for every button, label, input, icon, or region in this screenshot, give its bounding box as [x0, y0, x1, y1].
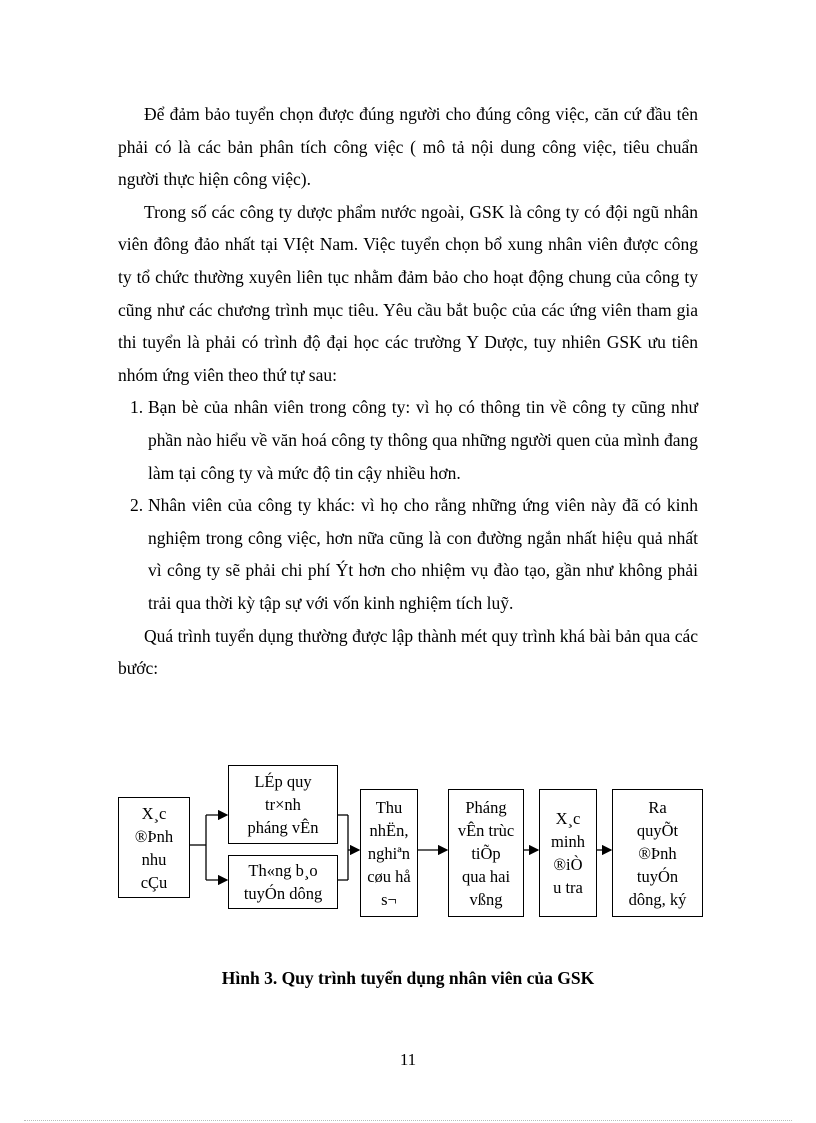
- paragraph-1: Để đảm bảo tuyển chọn được đúng người cho đúng công việc, căn cứ đầu tên phải có là các bản phân tích công việc ( mô tả nội dung công việc, tiêu chuẩn người thực hiện công việc).: [118, 104, 698, 190]
- list-text: Nhân viên của công ty khác: vì họ cho rằng những ứng viên này đã có kinh nghiệm trong công việc, hơn nữa cũng là con đường ngắn nhất hiệu quả nhất vì công ty sẽ phải chi phí Ýt hơn cho nhiệm vụ đào tạo, gần như không phải trải qua thời kỳ tập sự với vốn kinh nghiệm tích luỹ.: [148, 495, 698, 613]
- step-hiring-decision: Ra quyÕt ®Þnh tuyÓn dông, ký: [612, 789, 703, 917]
- list-item: [118, 489, 698, 619]
- page-number: 11: [399, 1050, 417, 1069]
- step-verification: X¸c minh ®iÒ u tra: [539, 789, 597, 917]
- step-determine-needs: X¸c ®Þnh nhu cÇu: [118, 797, 190, 898]
- list-text: Bạn bè của nhân viên trong công ty: vì họ có thông tin về công ty cũng như phần nào hiểu về văn hoá công ty thông qua những người quen của mình đang làm tại công ty và mức độ tin cậy nhiều hơn.: [148, 397, 698, 483]
- figure-caption: Hình 3. Quy trình tuyển dụng nhân viên của GSK: [221, 968, 595, 988]
- list-item: [118, 391, 698, 489]
- body-text: [118, 98, 698, 685]
- step-collect-profiles: Thu nhËn, nghiªn cøu hå s¬: [360, 789, 418, 917]
- list-number: 1.: [130, 397, 144, 418]
- priority-list: [118, 391, 698, 619]
- paragraph-3: Quá trình tuyển dụng thường được lập thành mét quy trình khá bài bản qua các bước:: [118, 625, 698, 679]
- step-recruitment-notice: Th«ng b¸o tuyÓn dông: [228, 855, 338, 909]
- list-number: 2.: [130, 495, 144, 516]
- step-interview-plan: LÉp quy tr×nh pháng vÊn: [228, 765, 338, 844]
- step-direct-interview: Pháng vÊn trùc tiÕp qua hai vßng: [448, 789, 524, 917]
- paragraph-2: Trong số các công ty dược phẩm nước ngoài, GSK là công ty có đội ngũ nhân viên đông đảo nhất tại VIệt Nam. Việc tuyển chọn bổ xung nhân viên được công ty tổ chức thường xuyên liên tục nhằm đảm bảo cho hoạt động chung của công ty cũng như các chương trình mục tiêu. Yêu cầu bắt buộc của các ứng viên tham gia thi tuyển là phải có trình độ đại học các trường Y Dược, tuy nhiên GSK ưu tiên nhóm ứng viên theo thứ tự sau:: [118, 201, 698, 385]
- page-divider: [24, 1120, 792, 1121]
